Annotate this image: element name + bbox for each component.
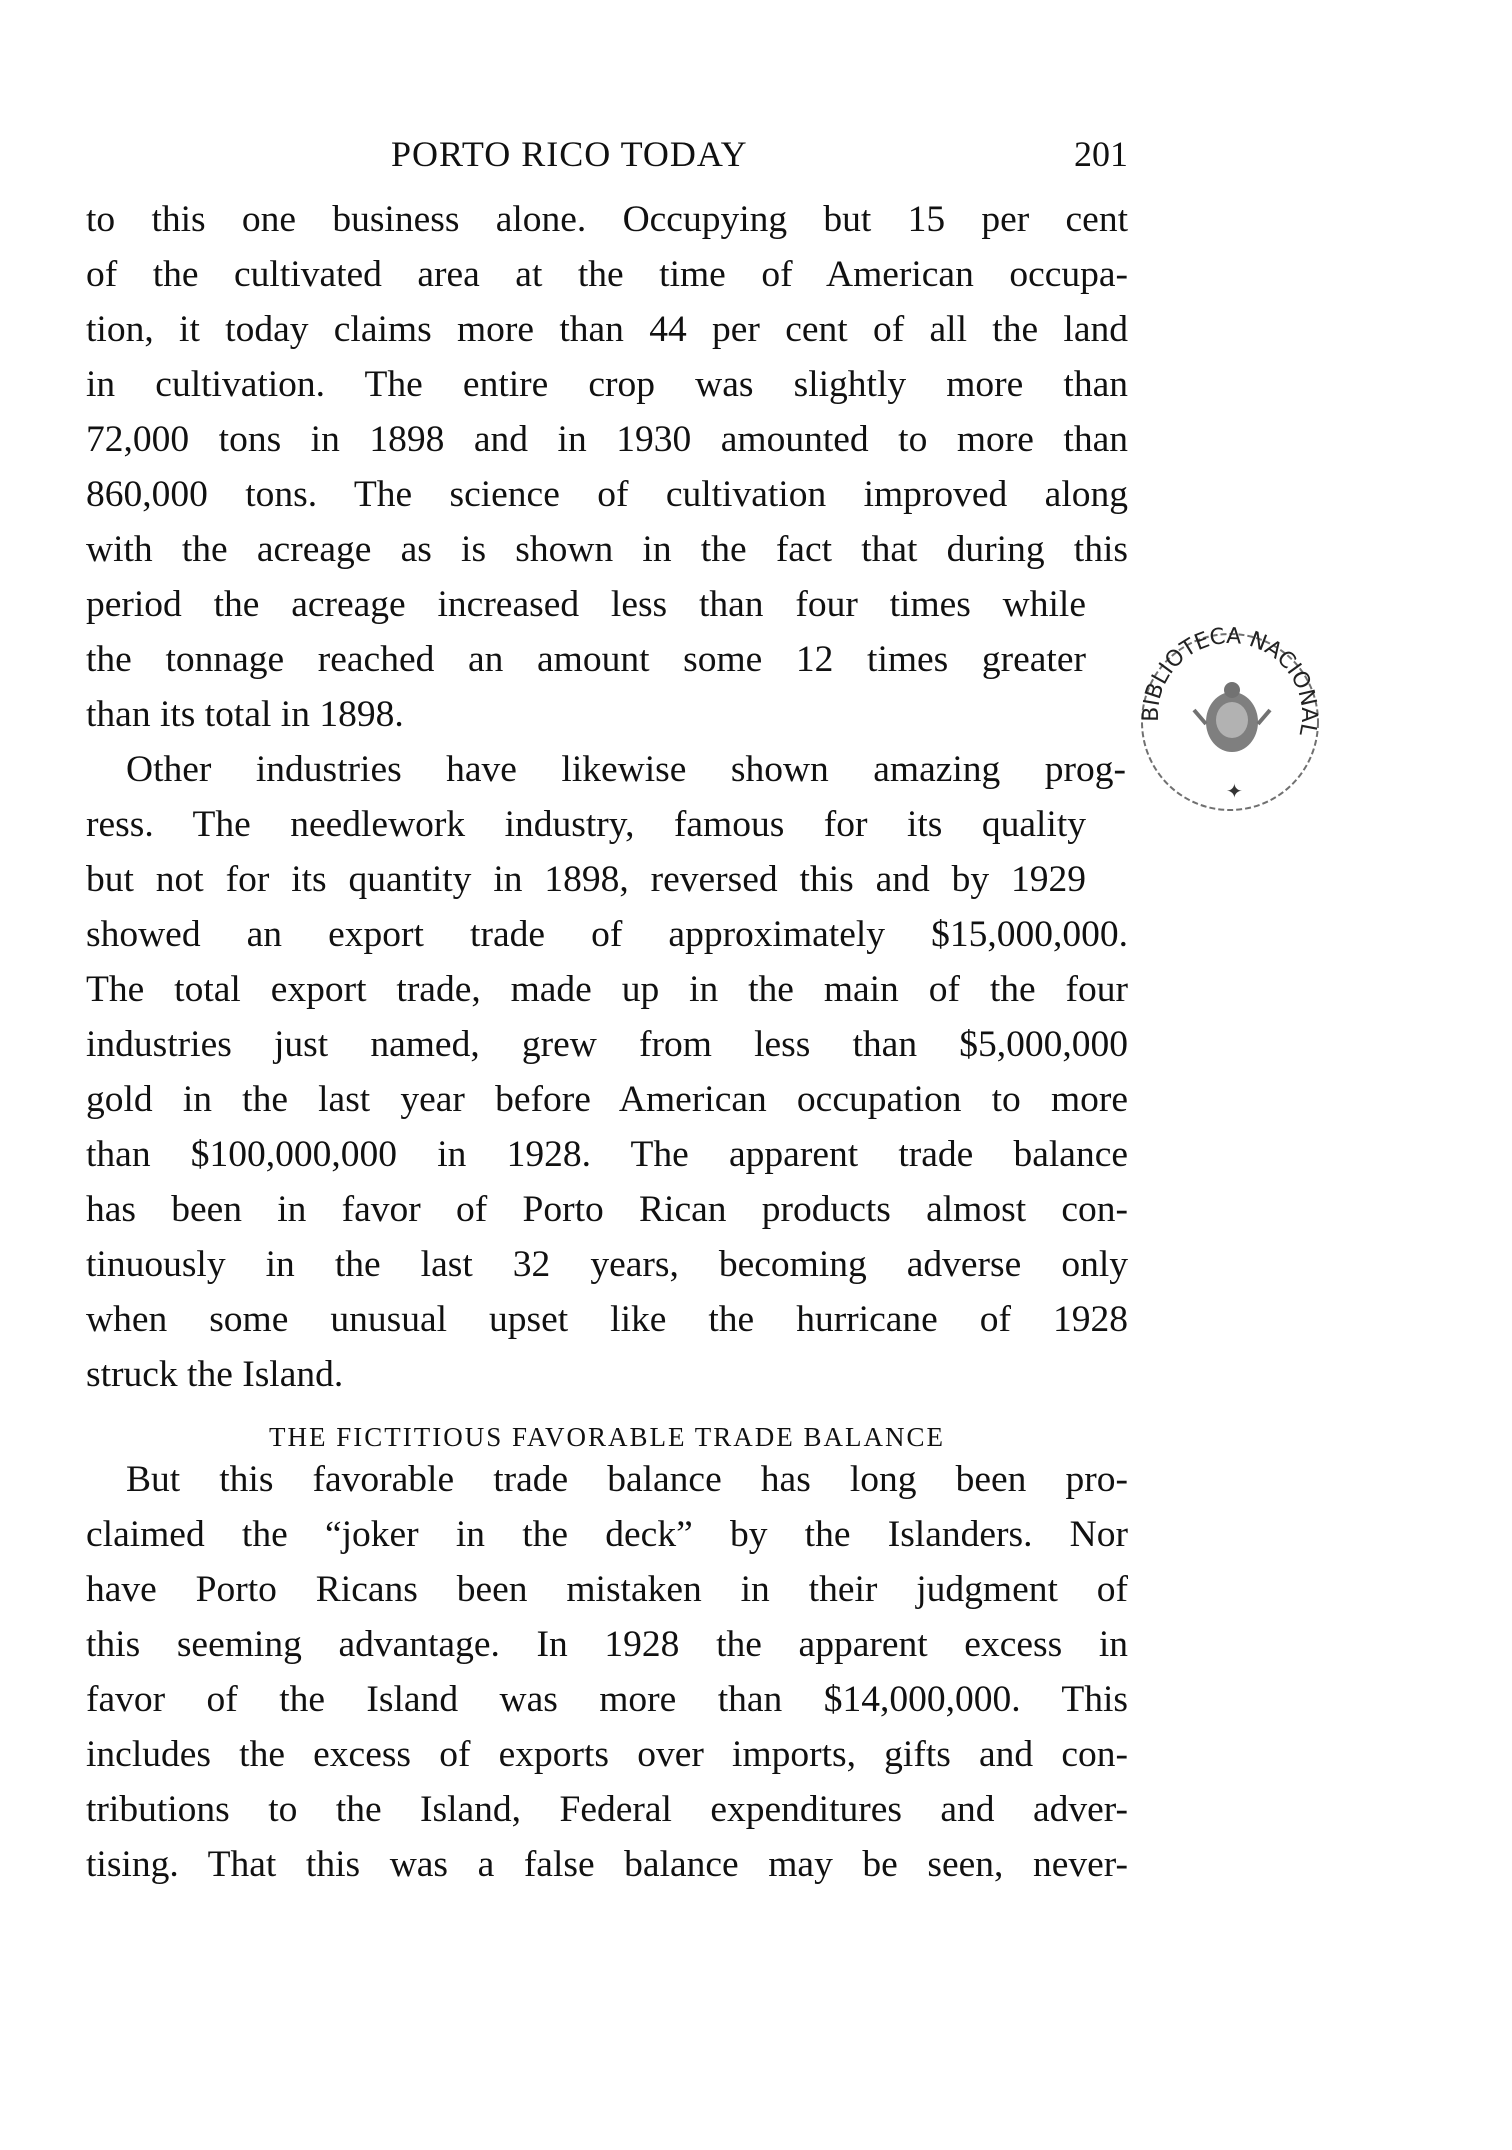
text-line: tributions to the Island, Federal expenditures and adver- bbox=[86, 1789, 1128, 1830]
section-heading: THE FICTITIOUS FAVORABLE TRADE BALANCE bbox=[268, 1422, 945, 1452]
stamp-text: BIBLIOTECA NACIONAL bbox=[1138, 623, 1322, 739]
text-line: tinuously in the last 32 years, becoming adverse only bbox=[86, 1244, 1128, 1285]
text-line: tion, it today claims more than 44 per cent of all the land bbox=[86, 309, 1128, 350]
text-line: the tonnage reached an amount some 12 times greater bbox=[86, 639, 1086, 680]
text-line: 860,000 tons. The science of cultivation improved along bbox=[86, 474, 1128, 515]
text-line: 72,000 tons in 1898 and in 1930 amounted to more than bbox=[86, 419, 1128, 460]
library-stamp bbox=[1130, 612, 1330, 822]
text-line: have Porto Ricans been mistaken in their judgment of bbox=[86, 1569, 1128, 1610]
text-line: than its total in 1898. bbox=[86, 694, 404, 735]
text-line: includes the excess of exports over imports, gifts and con- bbox=[86, 1734, 1128, 1775]
text-line: in cultivation. The entire crop was slightly more than bbox=[86, 364, 1128, 405]
text-line: this seeming advantage. In 1928 the apparent excess in bbox=[86, 1624, 1128, 1665]
body-text-bottom bbox=[86, 1452, 1128, 1892]
text-line: industries just named, grew from less than $5,000,000 bbox=[86, 1024, 1128, 1065]
text-line: to this one business alone. Occupying but 15 per cent bbox=[86, 199, 1128, 240]
running-title: PORTO RICO TODAY bbox=[391, 134, 748, 174]
text-line: has been in favor of Porto Rican products almost con- bbox=[86, 1189, 1128, 1230]
text-line: ress. The needlework industry, famous for its quality bbox=[86, 804, 1086, 845]
text-line: when some unusual upset like the hurricane of 1928 bbox=[86, 1299, 1128, 1340]
text-line: with the acreage as is shown in the fact that during this bbox=[86, 529, 1128, 570]
page-number: 201 bbox=[1074, 134, 1128, 174]
running-head bbox=[86, 132, 1128, 176]
text-line: claimed the “joker in the deck” by the Islanders. Nor bbox=[86, 1514, 1128, 1555]
text-line: The total export trade, made up in the main of the four bbox=[86, 969, 1128, 1010]
text-line: showed an export trade of approximately $15,000,000. bbox=[86, 914, 1128, 955]
text-line: Other industries have likewise shown amazing prog- bbox=[126, 749, 1126, 790]
star-icon: ✦ bbox=[1226, 779, 1243, 803]
text-line: favor of the Island was more than $14,000,000. This bbox=[86, 1679, 1128, 1720]
text-line: of the cultivated area at the time of American occupa- bbox=[86, 254, 1128, 295]
text-line: but not for its quantity in 1898, reversed this and by 1929 bbox=[86, 859, 1086, 900]
text-line: than $100,000,000 in 1928. The apparent trade balance bbox=[86, 1134, 1128, 1175]
text-line: tising. That this was a false balance may be seen, never- bbox=[86, 1844, 1128, 1885]
body-text-top bbox=[86, 192, 1128, 1402]
coat-of-arms-icon bbox=[1194, 682, 1270, 752]
text-line: gold in the last year before American occupation to more bbox=[86, 1079, 1128, 1120]
text-line: But this favorable trade balance has long been pro- bbox=[126, 1459, 1128, 1500]
text-line: period the acreage increased less than four times while bbox=[86, 584, 1086, 625]
text-line: struck the Island. bbox=[86, 1354, 344, 1395]
